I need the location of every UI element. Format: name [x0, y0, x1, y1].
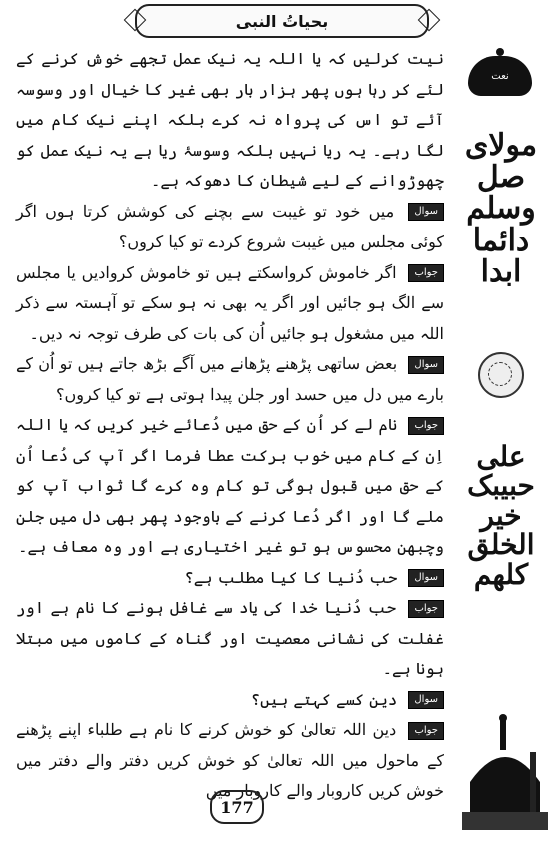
question-text: حب دُنیا کا کیا مطلب ہے؟	[184, 567, 398, 587]
question-badge: سوال	[408, 356, 444, 374]
page-header	[135, 4, 429, 38]
answer	[16, 258, 444, 350]
answer-badge: جواب	[408, 417, 444, 435]
question	[16, 197, 444, 258]
answer-badge: جواب	[408, 722, 444, 740]
answer-text: نام لے کر اُن کے حق میں دُعائے خیر کریں کہ یا اللہ اِن کے کام میں خوب برکت عطا فرما اگر آپ کی دُعا اُن کے حق میں قبول ہوگی تو کام وہ کرے گا ثواب آپ کو ملے گا اور اگر دُعا کرنے کے باوجود پھر بھی دل میں جلن وچبھن محسوس ہو تو غیر اختیاری ہے اور وہ معاف ہے۔	[16, 415, 444, 556]
page-body	[16, 44, 445, 800]
answer-text: دین اللہ تعالیٰ کو خوش کرنے کا نام ہے طلباء اپنے پڑھنے کے ماحول میں اللہ تعالیٰ کو خوش کریں دفتر والے دفتر میں خوش کریں کاروبار والے کاروبار میں	[16, 720, 445, 800]
sidebar-badge-label: نعت	[491, 70, 509, 82]
question-badge: سوال	[408, 691, 444, 709]
calligraphy-top: مولای صل وسلم دائما ابدا	[464, 128, 538, 289]
paragraph-text: نیت کرلیں کہ یا اللہ یہ نیک عمل تجھے خوش کرنے کے لئے کر رہا ہوں پھر ہزار بار بھی غیر کا خیال اور وسوسہ آئے تو اس کی پرواہ نہ کرے بلکہ اپنے نیک کام میں لگا رہے۔ یہ ریا نہیں بلکہ وسوسۂ ریا ہے یہ نیک عمل کو چھوڑوانے کے لیے شیطان کا دھوکہ ہے۔	[16, 49, 444, 190]
answer	[16, 410, 444, 563]
answer-badge: جواب	[408, 264, 444, 282]
paragraph	[16, 44, 444, 197]
page-number: 177	[210, 790, 264, 824]
answer	[16, 593, 444, 685]
sidebar-decoration	[452, 52, 550, 812]
question	[16, 685, 444, 716]
question-badge: سوال	[408, 569, 444, 587]
question-text: بعض ساتھی پڑھنے پڑھانے میں آگے بڑھ جاتے ہیں تو اُن کے بارے میں دل میں حسد اور جلن پیدا ہوتی ہے تو کیا کروں؟	[16, 354, 444, 404]
medallion-icon	[478, 352, 524, 398]
question	[16, 563, 444, 594]
sidebar-badge	[468, 56, 532, 96]
question-badge: سوال	[408, 203, 444, 221]
question-text: میں خود تو غیبت سے بچنے کی کوشش کرتا ہوں اگر کوئی مجلس میں غیبت شروع کردے تو کیا کروں؟	[16, 201, 444, 251]
green-dome-icon	[460, 712, 550, 832]
question-text: دین کسے کہتے ہیں؟	[250, 689, 398, 709]
book-title: بحیاتُ النبی	[235, 11, 329, 31]
answer-badge: جواب	[408, 600, 444, 618]
question	[16, 349, 444, 410]
answer-text: اگر خاموش کرواسکتے ہیں تو خاموش کروادیں یا مجلس سے الگ ہو جائیں اور اگر یہ بھی نہ ہو سکے تو آہستہ سے ذکر اللہ میں مشغول ہو جائیں اُن کی بات کی طرف توجہ نہ دیں۔	[16, 262, 444, 343]
answer-text: حب دُنیا خدا کی یاد سے غافل ہونے کا نام ہے اور غفلت کی نشانی معصیت اور گناہ کے کاموں میں مبتلا ہونا ہے۔	[16, 598, 444, 678]
calligraphy-bottom: علی حبیبک خیر الخلق کلهم	[467, 440, 535, 591]
